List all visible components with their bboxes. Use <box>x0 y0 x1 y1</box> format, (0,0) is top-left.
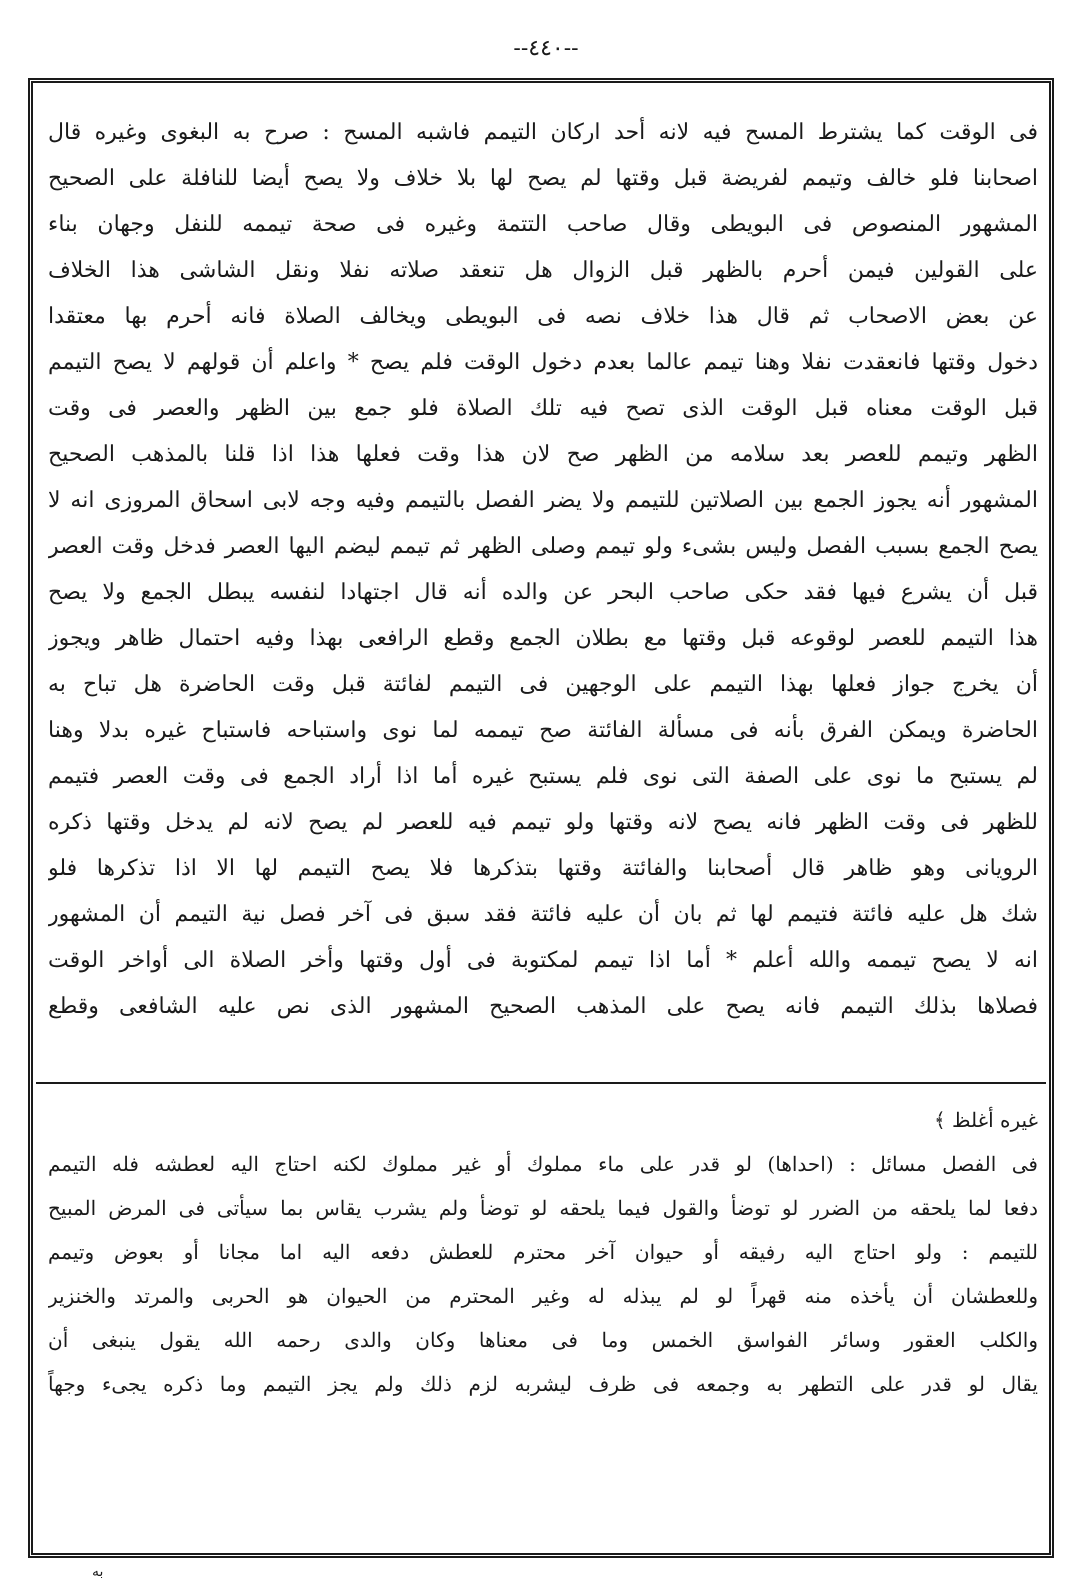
main-line: هذا التيمم للعصر لوقوعه قبل وقتها مع بطلان الجمع وقطع الرافعى بهذا وفيه احتمال ظاهر ويجوز <box>48 626 1038 651</box>
main-line: على القولين فيمن أحرم بالظهر قبل الزوال هل تنعقد صلاته نفلا ونقل الشاشى هذا الخلاف <box>48 258 1038 283</box>
main-line: الحاضرة ويمكن الفرق بأنه فى مسألة الفائتة صح تيممه لما نوى واستباحه فاستباح غيره بدلا وهنا <box>48 718 1038 743</box>
main-line: انه لا يصح تيممه والله أعلم * أما اذا تيمم لمكتوبة فى أول وقتها وأخر الصلاة الى أواخر الوقت <box>48 948 1038 973</box>
main-line: للظهر فى وقت الظهر فانه يصح لانه وقتها ولو تيمم فيه للعصر لم يصح لانه لم يدخل وقتها ذكره <box>48 810 1038 835</box>
footnote-line: غيره أغلظ ﴾ <box>933 1108 1038 1132</box>
footnote-line: والكلب العقور وسائر الفواسق الخمس وما فى معناها وكان والدى رحمه الله يقول ينبغى أن <box>48 1328 1038 1352</box>
main-line: قبل الوقت معناه قبل الوقت الذى تصح فيه تلك الصلاة فلو جمع بين الظهر والعصر فى وقت <box>48 396 1038 421</box>
main-line: شك هل عليه فائتة فتيمم لها ثم بان أن عليه فائتة فقد سبق فى آخر فصل نية التيمم أن المشهور <box>48 902 1038 927</box>
footnote-separator <box>36 1082 1046 1084</box>
main-line: عن بعض الاصحاب ثم قال هذا خلاف نصه فى البويطى ويخالف الصلاة فانه أحرم بها معتقدا <box>48 304 1038 329</box>
footnote-line: وللعطشان أن يأخذه منه قهراً لو لم يبذله له وغير المحترم من الحيوان هو الحربى والمرتد والخنزير <box>48 1284 1038 1308</box>
main-line: لم يستبح ما نوى على الصفة التى نوى فلم يستبح غيره أما اذا أراد الجمع فى وقت العصر فتيمم <box>48 764 1038 789</box>
main-line: يصح الجمع بسبب الفصل وليس بشىء ولو تيمم وصلى الظهر ثم تيمم ليضم اليها العصر فدخل وقت العصر <box>48 534 1038 559</box>
page-number: --٤٤٠-- <box>513 36 579 61</box>
footnote-line: يقال لو قدر على التطهر به وجمعه فى ظرف ليشربه لزم ذلك ولم يجز التيمم وما ذكره يجىء وجهاً <box>48 1372 1038 1396</box>
main-line: الرويانى وهو ظاهر قال أصحابنا والفائتة وقتها بتذكرها فلا يصح التيمم لها الا اذا تذكرها فلو <box>48 856 1038 881</box>
footnote-line: للتيمم : ولو احتاج اليه رفيقه أو حيوان آخر محترم للعطش دفعه اليه اما مجانا أو بعوض وتيمم <box>48 1240 1038 1264</box>
main-line: الظهر وتيمم للعصر بعد سلامه من الظهر صح لان هذا وقت فعلها هذا اذا قلنا بالمذهب الصحيح <box>48 442 1038 467</box>
main-line: المشهور أنه يجوز الجمع بين الصلاتين للتيمم ولا يضر الفصل بالتيمم وفيه وجه لابى اسحاق المروزى انه لا <box>48 488 1038 513</box>
main-line: دخول وقتها فانعقدت نفلا وهنا تيمم عالما بعدم دخول الوقت فلم يصح * واعلم أن قولهم لا يصح التيمم <box>48 350 1038 375</box>
main-line: فى الوقت كما يشترط المسح فيه لانه أحد اركان التيمم فاشبه المسح : صرح به البغوى وغيره قال <box>48 120 1038 145</box>
footnote-line: فى الفصل مسائل : (احداها) لو قدر على ماء مملوك أو غير مملوك لكنه احتاج اليه لعطشه فله التيمم <box>48 1152 1038 1176</box>
main-line: فصلاها بذلك التيمم فانه يصح على المذهب الصحيح المشهور الذى نص عليه الشافعى وقطع <box>48 994 1038 1019</box>
catchword: به <box>92 1564 104 1580</box>
footnote-line: دفعا لما يلحقه من الضرر لو توضأ والقول فيما يلحقه لو توضأ ولم يشرب يقاس بما سيأتى فى المرض المبيح <box>48 1196 1038 1220</box>
main-line: المشهور المنصوص فى البويطى وقال صاحب التتمة وغيره فى صحة تيممه للنفل وجهان بناء <box>48 212 1038 237</box>
main-line: أن يخرج جواز فعلها بهذا التيمم على الوجهين فى التيمم لفائتة قبل وقت الحاضرة هل تباح به <box>48 672 1038 697</box>
footnote-text <box>48 1098 1038 1406</box>
main-line: اصحابنا فلو خالف وتيمم لفريضة قبل وقتها لم يصح لها بلا خلاف ولا يصح أيضا للنافلة على الصحيح <box>48 166 1038 191</box>
main-line: قبل أن يشرع فيها فقد حكى صاحب البحر عن والده أنه قال اجتهادا لنفسه يبطل الجمع ولا يصح <box>48 580 1038 605</box>
main-text <box>48 110 1038 1030</box>
